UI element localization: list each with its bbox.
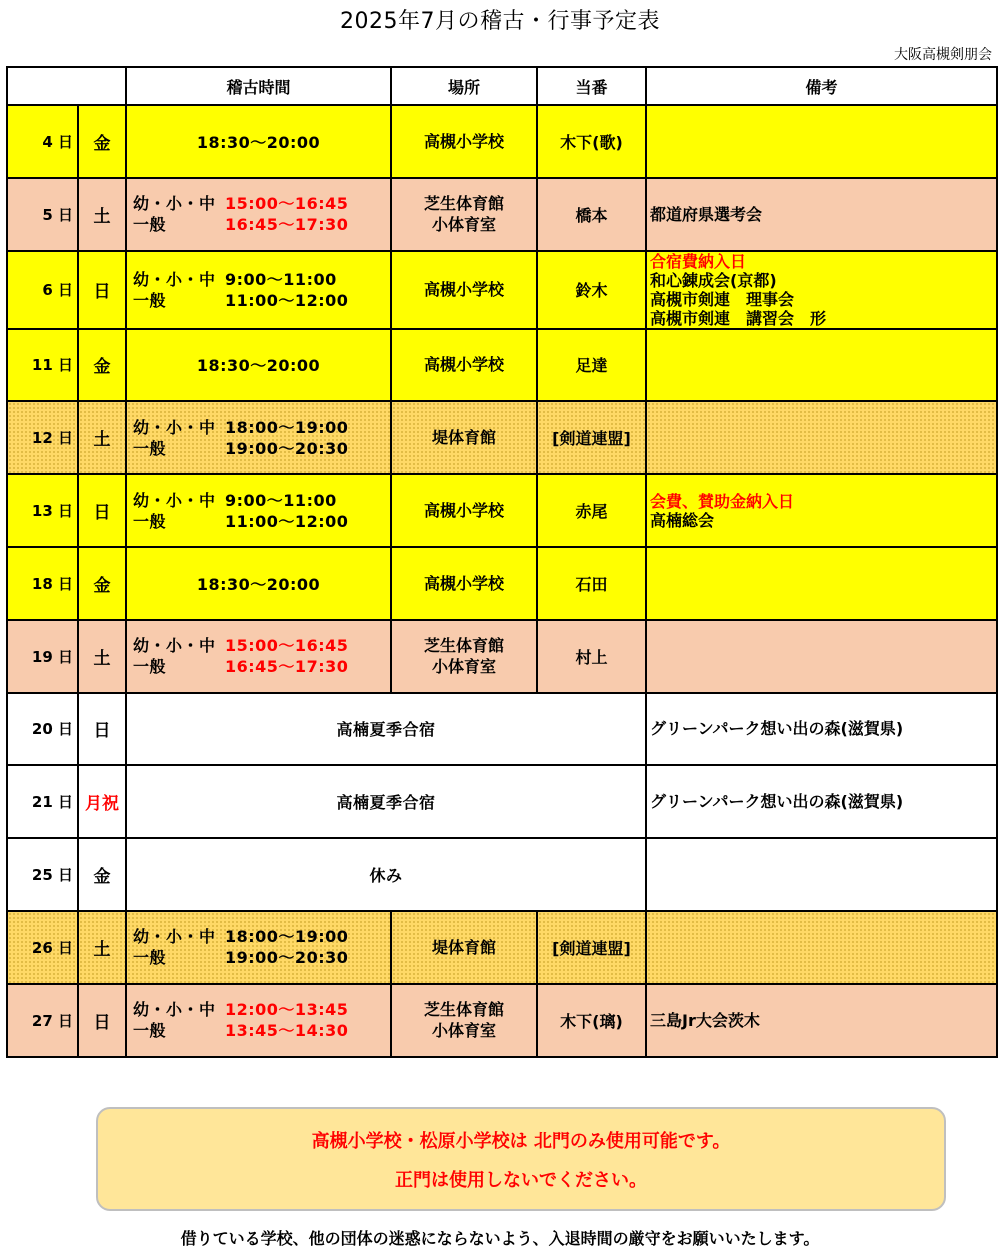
note-line: 高楠総会 xyxy=(650,510,715,530)
date-cell: 4 日 xyxy=(7,105,78,178)
time-range: 15:00～16:45 xyxy=(225,194,349,214)
date-cell: 12 日 xyxy=(7,401,78,474)
time-range: 9:00～11:00 xyxy=(225,269,337,289)
place-line: 小体育室 xyxy=(431,1021,496,1041)
time-group-label: 一般 xyxy=(133,290,167,310)
event-cell: 高楠夏季合宿 xyxy=(126,693,646,766)
table-row xyxy=(7,838,997,911)
notes-cell xyxy=(646,911,997,984)
time-group-label: 一般 xyxy=(133,511,167,531)
table-row xyxy=(7,911,997,984)
notes-cell xyxy=(646,620,997,693)
weekday-cell: 月祝 xyxy=(78,765,126,838)
time-line xyxy=(133,947,390,968)
time-range: 18:00～19:00 xyxy=(225,927,349,947)
place-line: 高槻小学校 xyxy=(423,280,504,300)
weekday-cell: 土 xyxy=(78,620,126,693)
table-row xyxy=(7,105,997,178)
weekday-cell: 日 xyxy=(78,984,126,1057)
date-cell: 26 日 xyxy=(7,911,78,984)
table-row xyxy=(7,547,997,620)
table-row xyxy=(7,474,997,547)
place-cell xyxy=(391,474,537,547)
notice-line-1: 高槻小学校・松原小学校は 北門のみ使用可能です。 xyxy=(311,1131,731,1152)
weekday-cell: 日 xyxy=(78,474,126,547)
date-cell: 5 日 xyxy=(7,178,78,251)
notes-cell xyxy=(646,329,997,402)
time-cell xyxy=(126,911,391,984)
weekday-cell: 土 xyxy=(78,178,126,251)
note-line: 和心錬成会(京都) xyxy=(650,270,777,290)
time-group-label: 一般 xyxy=(133,657,167,677)
header-date xyxy=(7,67,126,105)
place-line: 高槻小学校 xyxy=(423,355,504,375)
duty-cell: 鈴木 xyxy=(537,251,646,329)
place-cell xyxy=(391,105,537,178)
time-cell xyxy=(126,401,391,474)
place-line: 堤体育館 xyxy=(431,428,496,448)
time-range: 9:00～11:00 xyxy=(225,490,337,510)
note-line: グリーンパーク想い出の森(滋賀県) xyxy=(650,719,904,739)
weekday-cell: 金 xyxy=(78,105,126,178)
time-range: 11:00～12:00 xyxy=(225,511,349,531)
time-range: 18:00～19:00 xyxy=(225,417,349,437)
time-line xyxy=(133,214,390,235)
time-line xyxy=(133,193,390,214)
date-cell: 27 日 xyxy=(7,984,78,1057)
time-range: 19:00～20:30 xyxy=(225,948,349,968)
table-row xyxy=(7,765,997,838)
time-range: 16:45～17:30 xyxy=(225,657,349,677)
weekday-cell: 土 xyxy=(78,401,126,474)
time-line xyxy=(133,926,390,947)
place-line: 芝生体育館 xyxy=(423,194,504,214)
event-cell: 高楠夏季合宿 xyxy=(126,765,646,838)
notes-cell xyxy=(646,547,997,620)
place-cell xyxy=(391,401,537,474)
table-header-row xyxy=(7,67,997,105)
table-row xyxy=(7,329,997,402)
weekday-cell: 日 xyxy=(78,693,126,766)
time-group-label: 一般 xyxy=(133,948,167,968)
time-line xyxy=(133,438,390,459)
time-range: 11:00～12:00 xyxy=(225,290,349,310)
place-line: 小体育室 xyxy=(431,657,496,677)
time-group-label: 幼・小・中 xyxy=(133,417,216,437)
duty-cell: 村上 xyxy=(537,620,646,693)
duty-cell: [剣道連盟] xyxy=(537,401,646,474)
time-group-label: 一般 xyxy=(133,438,167,458)
place-cell xyxy=(391,329,537,402)
duty-cell: 木下(璃) xyxy=(537,984,646,1057)
duty-cell: 木下(歌) xyxy=(537,105,646,178)
time-cell xyxy=(126,251,391,329)
place-cell xyxy=(391,984,537,1057)
place-line: 芝生体育館 xyxy=(423,636,504,656)
schedule-table xyxy=(6,66,998,1058)
header-notes: 備考 xyxy=(646,67,997,105)
time-cell xyxy=(126,984,391,1057)
notice-box xyxy=(96,1107,946,1211)
notes-cell xyxy=(646,984,997,1057)
time-range: 13:45～14:30 xyxy=(225,1021,349,1041)
place-line: 高槻小学校 xyxy=(423,573,504,593)
place-line: 芝生体育館 xyxy=(423,1000,504,1020)
duty-cell: 橋本 xyxy=(537,178,646,251)
notes-cell xyxy=(646,105,997,178)
place-line: 小体育室 xyxy=(431,215,496,235)
place-cell xyxy=(391,178,537,251)
date-cell: 18 日 xyxy=(7,547,78,620)
time-line xyxy=(133,269,390,290)
time-group-label: 幼・小・中 xyxy=(133,927,216,947)
time-cell: 18:30～20:00 xyxy=(126,547,391,620)
notice-line-2: 正門は使用しないでください。 xyxy=(395,1170,647,1191)
time-line xyxy=(133,999,390,1020)
time-cell xyxy=(126,620,391,693)
place-line: 堤体育館 xyxy=(431,937,496,957)
footer-note: 借りている学校、他の団体の迷惑にならないよう、入退時間の厳守をお願いいたします。 xyxy=(180,1229,820,1248)
table-row xyxy=(7,178,997,251)
time-group-label: 幼・小・中 xyxy=(133,1000,216,1020)
note-line: 合宿費納入日 xyxy=(650,251,747,271)
date-cell: 25 日 xyxy=(7,838,78,911)
time-group-label: 幼・小・中 xyxy=(133,490,216,510)
header-duty: 当番 xyxy=(537,67,646,105)
table-row xyxy=(7,693,997,766)
table-row xyxy=(7,251,997,329)
duty-cell: 足達 xyxy=(537,329,646,402)
notes-cell xyxy=(646,838,997,911)
time-range: 15:00～16:45 xyxy=(225,636,349,656)
weekday-cell: 金 xyxy=(78,547,126,620)
date-cell: 19 日 xyxy=(7,620,78,693)
time-range: 19:00～20:30 xyxy=(225,438,349,458)
time-group-label: 幼・小・中 xyxy=(133,194,216,214)
table-row xyxy=(7,620,997,693)
time-line xyxy=(133,1020,390,1041)
time-group-label: 幼・小・中 xyxy=(133,636,216,656)
page-title: 2025年7月の稽古・行事予定表 xyxy=(340,9,660,34)
table-row xyxy=(7,984,997,1057)
note-line: 三島Jr大会茨木 xyxy=(650,1010,760,1030)
time-cell: 18:30～20:00 xyxy=(126,105,391,178)
time-line xyxy=(133,417,390,438)
weekday-cell: 金 xyxy=(78,838,126,911)
place-cell xyxy=(391,251,537,329)
time-line xyxy=(133,656,390,677)
organization-name: 大阪高槻剣朋会 xyxy=(894,47,992,63)
notes-cell xyxy=(646,765,997,838)
time-group-label: 一般 xyxy=(133,215,167,235)
place-cell xyxy=(391,911,537,984)
header-place: 場所 xyxy=(391,67,537,105)
notes-cell xyxy=(646,474,997,547)
note-line: 高槻市剣連 講習会 形 xyxy=(650,308,827,328)
place-line: 高槻小学校 xyxy=(423,131,504,151)
time-range: 12:00～13:45 xyxy=(225,1000,349,1020)
place-line: 高槻小学校 xyxy=(423,501,504,521)
note-line: 高槻市剣連 理事会 xyxy=(650,289,795,309)
time-line xyxy=(133,635,390,656)
time-cell xyxy=(126,474,391,547)
weekday-cell: 日 xyxy=(78,251,126,329)
date-cell: 13 日 xyxy=(7,474,78,547)
duty-cell: 石田 xyxy=(537,547,646,620)
event-cell: 休み xyxy=(126,838,646,911)
notes-cell xyxy=(646,251,997,329)
time-range: 16:45～17:30 xyxy=(225,215,349,235)
time-cell xyxy=(126,178,391,251)
notes-cell xyxy=(646,401,997,474)
date-cell: 6 日 xyxy=(7,251,78,329)
note-line: 都道府県選考会 xyxy=(650,204,763,224)
note-line: グリーンパーク想い出の森(滋賀県) xyxy=(650,792,904,812)
duty-cell: [剣道連盟] xyxy=(537,911,646,984)
date-cell: 20 日 xyxy=(7,693,78,766)
note-line: 会費、賛助金納入日 xyxy=(650,491,795,511)
notes-cell xyxy=(646,693,997,766)
place-cell xyxy=(391,547,537,620)
time-line xyxy=(133,511,390,532)
time-line xyxy=(133,490,390,511)
weekday-cell: 土 xyxy=(78,911,126,984)
time-line xyxy=(133,290,390,311)
duty-cell: 赤尾 xyxy=(537,474,646,547)
schedule-body xyxy=(7,105,997,1057)
time-group-label: 幼・小・中 xyxy=(133,269,216,289)
date-cell: 11 日 xyxy=(7,329,78,402)
place-cell xyxy=(391,620,537,693)
weekday-cell: 金 xyxy=(78,329,126,402)
notes-cell xyxy=(646,178,997,251)
table-row xyxy=(7,401,997,474)
time-group-label: 一般 xyxy=(133,1021,167,1041)
date-cell: 21 日 xyxy=(7,765,78,838)
header-time: 稽古時間 xyxy=(126,67,391,105)
time-cell: 18:30～20:00 xyxy=(126,329,391,402)
